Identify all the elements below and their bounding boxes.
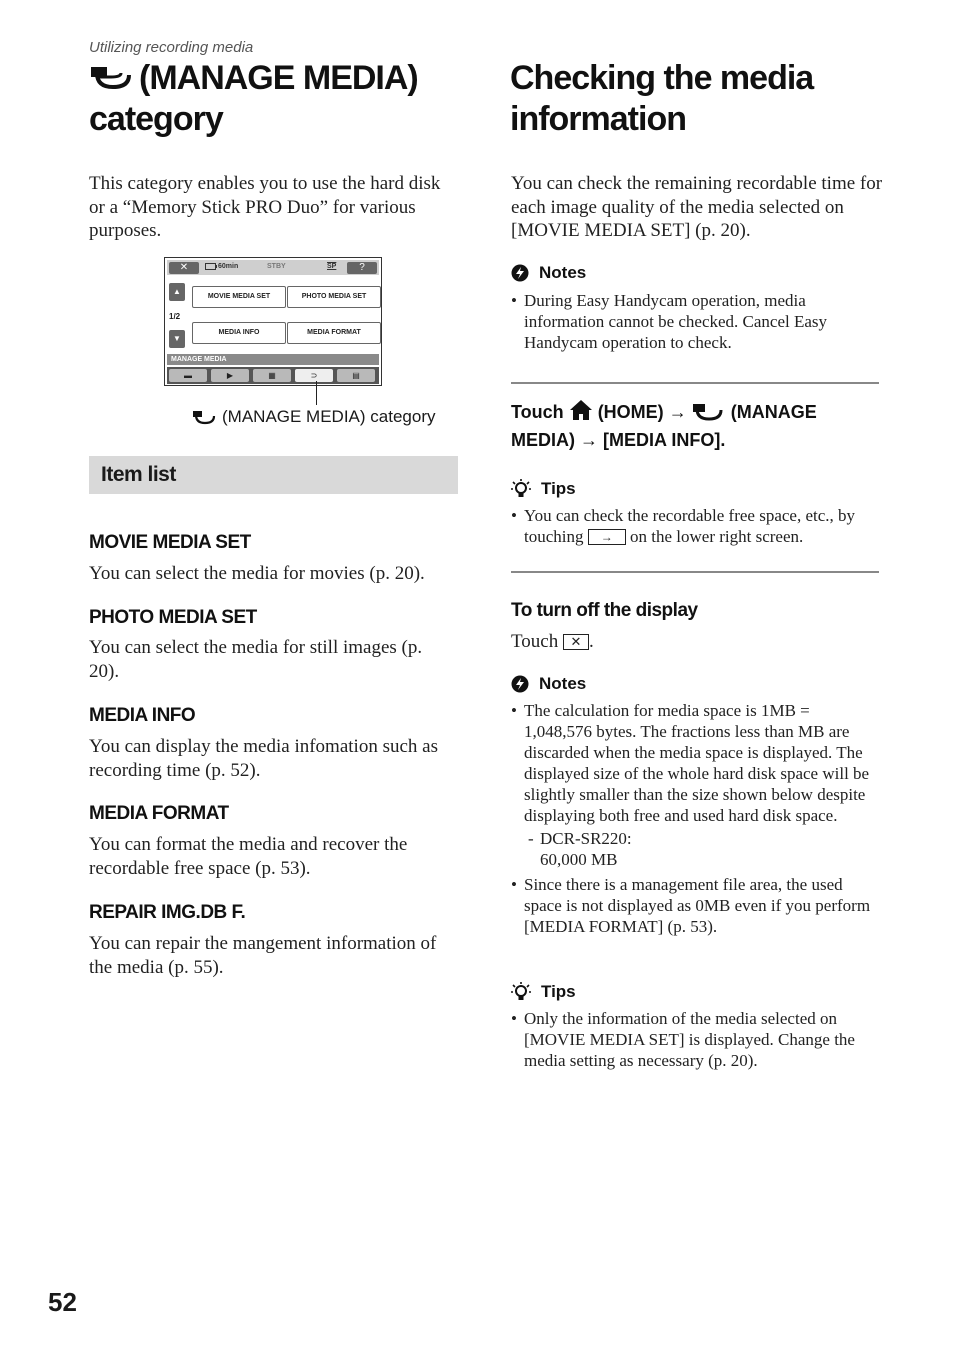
item-desc: You can format the media and recover the recordable free space (p. 53). <box>89 834 408 879</box>
lcd-tab-camera-icon[interactable]: ▬ <box>169 369 207 382</box>
page-number: 52 <box>48 1287 77 1317</box>
touch-word: Touch <box>511 402 564 422</box>
turn-off-heading: To turn off the display <box>511 600 698 621</box>
dash-icon: - <box>528 829 534 848</box>
notes-label: Notes <box>539 263 587 282</box>
note-item: • Since there is a management file area, the used space is not displayed as 0MB even if you perform [MEDIA FORMAT] (p. 53). <box>511 874 877 937</box>
section-divider <box>511 382 879 384</box>
right-intro: You can check the remaining recordable time for each image quality of the media selected on [MOVIE MEDIA SET] (p. 20). <box>511 173 883 241</box>
note-item <box>511 700 877 870</box>
tips-label: Tips <box>541 982 576 1001</box>
screen-caption-text: (MANAGE MEDIA) category <box>222 407 436 426</box>
tips-label: Tips <box>541 479 576 498</box>
item-desc: You can select the media for still images (p. 20). <box>89 637 423 682</box>
notes-label: Notes <box>539 674 587 693</box>
touch-instruction <box>511 398 881 454</box>
callout-line <box>316 381 317 405</box>
item-title: REPAIR IMG.DB F. <box>89 902 246 923</box>
tips-list <box>511 505 881 547</box>
left-title-line1: (MANAGE MEDIA) <box>139 59 418 97</box>
notes-icon <box>511 675 529 693</box>
item-title: MEDIA FORMAT <box>89 803 229 824</box>
lcd-top-bar <box>167 260 379 275</box>
lcd-up-arrow-icon[interactable]: ▲ <box>169 283 185 301</box>
item-desc: You can repair the mangement information of the media (p. 55). <box>89 933 437 978</box>
item-title: PHOTO MEDIA SET <box>89 607 257 628</box>
lcd-close-button[interactable]: ✕ <box>169 262 199 274</box>
manage-media-icon <box>192 409 218 425</box>
running-header: Utilizing recording media <box>89 39 254 56</box>
next-arrow-key-icon: → <box>588 529 626 545</box>
media-info-label: [MEDIA INFO]. <box>603 430 726 450</box>
lcd-down-arrow-icon[interactable]: ▼ <box>169 330 185 348</box>
tip-text-before: You can check the recordable free space, etc., by touching <box>524 506 856 546</box>
lcd-quality-label: SP <box>327 263 337 270</box>
turn-off-text <box>511 630 594 654</box>
tips-list <box>511 1008 879 1071</box>
battery-icon <box>205 263 217 272</box>
note-sub-value: 60,000 MB <box>540 850 618 869</box>
manage-media-icon <box>692 401 726 421</box>
tip-item: • Only the information of the media selected on [MOVIE MEDIA SET] is displayed. Change the media setting as necessary (p. 20). <box>511 1008 879 1071</box>
item-list-heading-bar <box>89 456 458 494</box>
notes-list <box>511 700 877 937</box>
lcd-media-format-button[interactable]: MEDIA FORMAT <box>287 322 381 344</box>
media-label: MEDIA) <box>511 430 575 450</box>
item-list-heading: Item list <box>101 463 176 486</box>
right-title-line1: Checking the media <box>510 59 814 97</box>
item-title: MOVIE MEDIA SET <box>89 532 251 553</box>
lcd-tab-settings-icon[interactable]: ▤ <box>337 369 375 382</box>
lcd-photo-media-set-button[interactable]: PHOTO MEDIA SET <box>287 286 381 308</box>
lcd-media-info-button[interactable]: MEDIA INFO <box>192 322 286 344</box>
tips-lightbulb-icon <box>511 981 531 1003</box>
note-item: • During Easy Handycam operation, media information cannot be checked. Cancel Easy Handycam operation to check. <box>511 290 876 353</box>
tips-heading <box>511 981 576 1003</box>
left-title <box>89 58 418 140</box>
left-title-line2: category <box>89 100 223 138</box>
manage-media-icon <box>89 61 135 91</box>
manage-label: (MANAGE <box>730 402 817 422</box>
lcd-screen <box>164 257 382 386</box>
right-title <box>510 58 813 140</box>
left-intro: This category enables you to use the hard disk or a “Memory Stick PRO Duo” for various purposes. <box>89 173 441 241</box>
turn-off-period: . <box>588 631 594 652</box>
home-label: (HOME) <box>597 402 664 422</box>
tips-heading <box>511 478 576 500</box>
tip-item <box>511 505 881 547</box>
lcd-battery-label: 60min <box>218 263 239 270</box>
notes-heading <box>511 263 586 283</box>
lcd-help-button[interactable]: ? <box>347 262 377 274</box>
arrow-icon: → <box>580 430 599 450</box>
turn-off-touch: Touch <box>511 631 559 652</box>
lcd-category-bar: MANAGE MEDIA <box>167 354 379 365</box>
arrow-icon: → <box>668 402 687 422</box>
lcd-tab-bar <box>167 367 379 384</box>
tips-lightbulb-icon <box>511 478 531 500</box>
right-title-line2: information <box>510 100 686 138</box>
item-title: MEDIA INFO <box>89 705 196 726</box>
lcd-movie-media-set-button[interactable]: MOVIE MEDIA SET <box>192 286 286 308</box>
home-icon <box>569 399 593 421</box>
note-sub-model: DCR-SR220: <box>540 829 632 848</box>
lcd-page-indicator: 1/2 <box>169 312 181 321</box>
screen-caption <box>192 407 436 427</box>
tip-text-after: on the lower right screen. <box>630 527 804 546</box>
item-desc: You can select the media for movies (p. 20). <box>89 563 425 584</box>
note-sub-item <box>524 828 877 870</box>
lcd-tab-playback-icon[interactable]: ▶ <box>211 369 249 382</box>
notes-heading <box>511 674 586 694</box>
close-key-icon: ✕ <box>563 634 589 650</box>
section-divider <box>511 571 879 573</box>
lcd-tab-others-icon[interactable]: ▦ <box>253 369 291 382</box>
notes-icon <box>511 264 529 282</box>
lcd-tab-manage-media-icon[interactable]: ⊃ <box>295 369 333 382</box>
note-text: The calculation for media space is 1MB = 1,048,576 bytes. The fractions less than MB are discarded when the media space is displayed. The displayed size of the whole hard disk space will be slightly smaller than the size shown below despite displaying both free and used hard disk space. <box>524 701 870 825</box>
item-desc: You can display the media infomation such as recording time (p. 52). <box>89 736 438 781</box>
lcd-stby-label: STBY <box>267 263 286 270</box>
notes-list <box>511 290 876 353</box>
